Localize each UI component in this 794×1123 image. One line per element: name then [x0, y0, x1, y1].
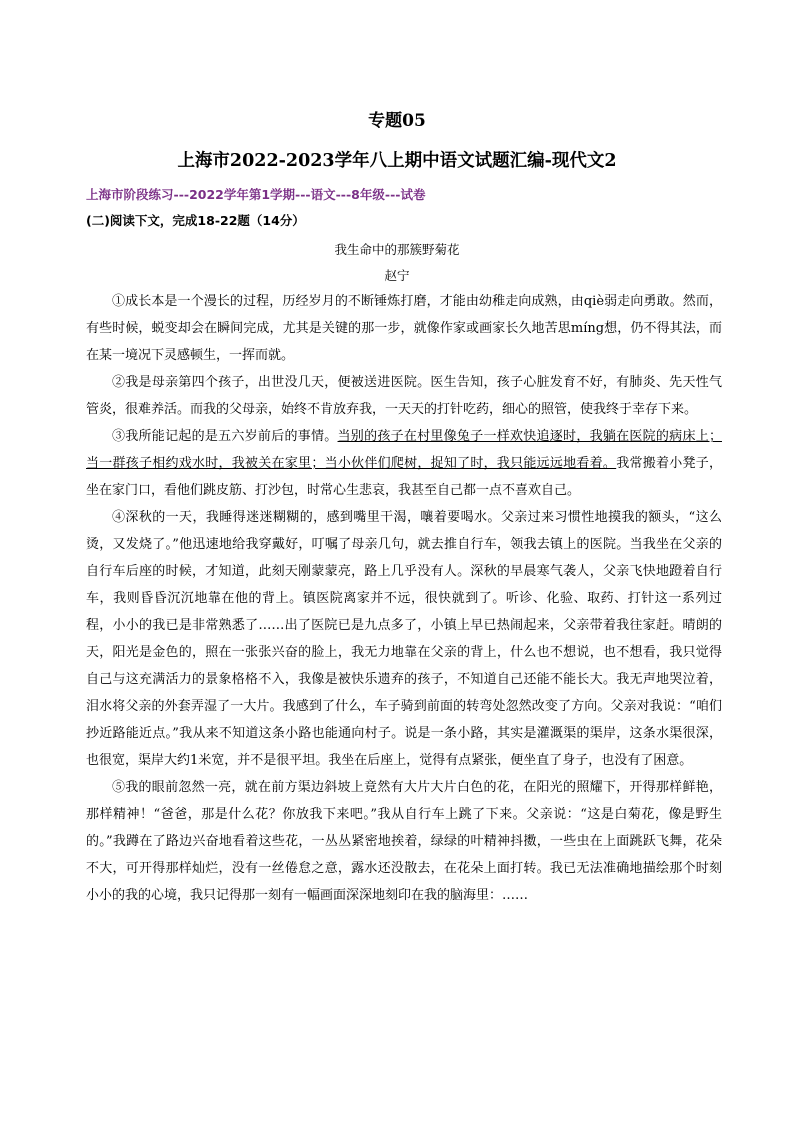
source-line: 上海市阶段练习---2022学年第1学期---语文---8年级---试卷	[86, 187, 426, 202]
article-body	[86, 288, 722, 909]
question-instruction: (二)阅读下文，完成18-22题（14分）	[86, 213, 305, 228]
paragraph-1: ①成长本是一个漫长的过程，历经岁月的不断锤炼打磨，才能由幼稚走向成熟，由qiè弱走向勇敢。然而，有些时候，蜕变却会在瞬间完成，尤其是关键的那一步，就像作家或画家长久地苦思míng想，仍不得其法，而在某一境况下灵感顿生，一挥而就。	[86, 294, 722, 363]
paragraph-3	[86, 423, 722, 504]
paragraph-4: ④深秋的一天，我睡得迷迷糊糊的，感到嘴里干渴，嚷着要喝水。父亲过来习惯性地摸我的额头，“这么烫，又发烧了。”他迅速地给我穿戴好，叮嘱了母亲几句，就去推自行车，领我去镇上的医院。当我坐在父亲的自行车后座的时候，才知道，此刻天刚蒙蒙亮，路上几乎没有人。深秋的早晨寒气袭人，父亲飞快地蹬着自行车，我则昏昏沉沉地靠在他的背上。镇医院离家并不远，很快就到了。听诊、化验、取药、打针这一系列过程，小小的我已是非常熟悉了……出了医院已是九点多了，小镇上早已热闹起来，父亲带着我往家赶。晴朗的天，阳光是金色的，照在一张张兴奋的脸上，我无力地靠在父亲的背上，什么也不想说，也不想看，我只觉得自己与这充满活力的景象格格不入，我像是被快乐遗弃的孩子，不知道自己还能不能长大。我无声地哭泣着，泪水将父亲的外套弄湿了一大片。我感到了什么，车子骑到前面的转弯处忽然改变了方向。父亲对我说：“咱们抄近路能近点。”我从来不知道这条小路也能通向村子。说是一条小路，其实是灌溉渠的渠岸，这条水渠很深，也很宽，渠岸大约1米宽，并不是很平坦。我坐在后座上，觉得有点紧张，便坐直了身子，也没有了困意。	[86, 510, 722, 768]
paragraph-3-intro: ③我所能记起的是五六岁前后的事情。	[112, 429, 338, 444]
article-title: 我生命中的那簇野菊花	[334, 242, 460, 257]
paragraph-2: ②我是母亲第四个孩子，出世没几天，便被送进医院。医生告知，孩子心脏发育不好，有肺炎、先天性气管炎，很难养活。而我的父母亲，始终不肯放弃我，一天天的打针吃药，细心的照管，使我终于幸存下来。	[86, 375, 722, 417]
document-title: 上海市2022-2023学年八上期中语文试题汇编-现代文2	[177, 151, 617, 171]
topic-heading: 专题05	[368, 111, 426, 131]
underlined-sentence: 当别的孩子在村里像兔子一样欢快追逐时，我躺在医院的病床上；当一群孩子相约戏水时，我被关在家里；当小伙伴们爬树，捉知了时，我只能远远地看着。	[86, 429, 722, 471]
paragraph-3-rest: 我常搬着小凳子，坐在家门口，看他们跳皮筋、打沙包，时常心生悲哀，我甚至自己都一点不喜欢自己。	[86, 456, 722, 498]
article-author: 赵宁	[384, 268, 410, 283]
paragraph-5: ⑤我的眼前忽然一亮，就在前方渠边斜坡上竟然有大片大片白色的花，在阳光的照耀下，开得那样鲜艳，那样精神！“爸爸，那是什么花？你放我下来吧。”我从自行车上跳了下来。父亲说：“这是白菊花，像是野生的。”我蹲在了路边兴奋地看着这些花，一丛丛紧密地挨着，绿绿的叶精神抖擞，一些虫在上面跳跃飞舞，花朵不大，可开得那样灿烂，没有一丝倦怠之意，露水还没散去，在花朵上面打转。我已无法准确地描绘那个时刻小小的我的心境，我只记得那一刻有一幅画面深深地刻印在我的脑海里：……	[86, 780, 722, 903]
